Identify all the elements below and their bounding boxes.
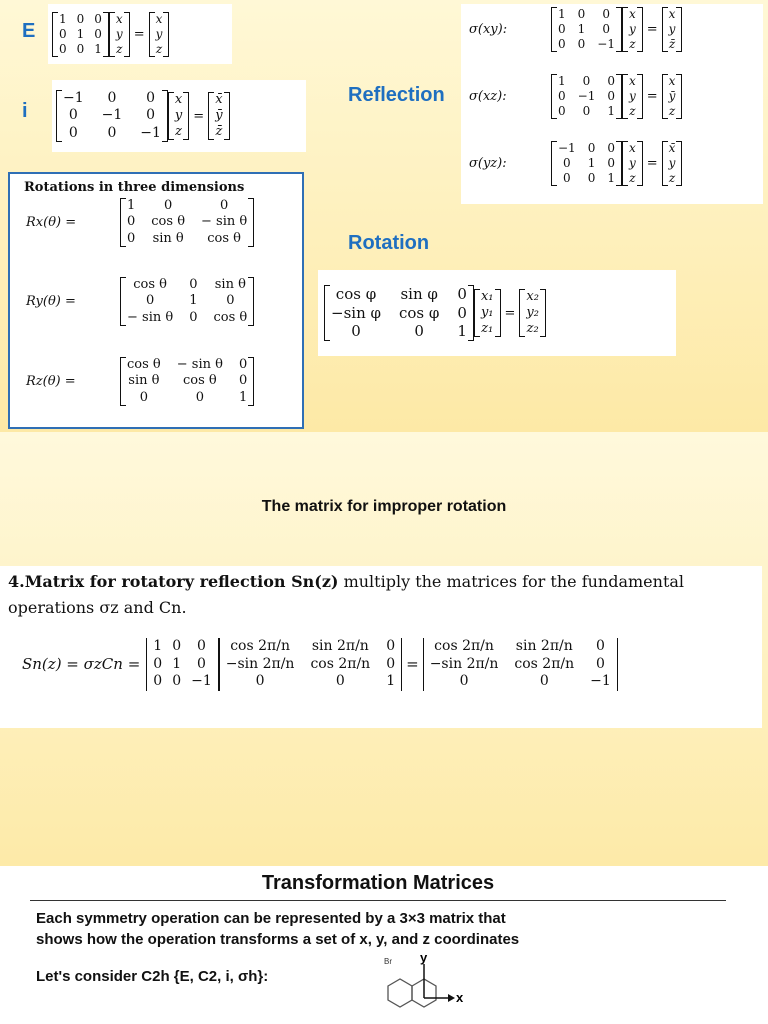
matrix-entry: 0 — [558, 22, 566, 36]
vector-entry: z — [629, 171, 636, 185]
vector-entry: z — [629, 104, 636, 118]
vector-entry: x — [668, 7, 676, 21]
matrix-entry: cos 2π/n — [310, 655, 371, 672]
matrix-entry: 0 — [107, 89, 117, 106]
vector-entry: x̄ — [668, 141, 676, 155]
matrix-entry: −1 — [191, 673, 212, 689]
matrix-entry: sin 2π/n — [515, 638, 573, 654]
vector-entry: z — [116, 41, 123, 56]
matrix-entry: cos 2π/n — [230, 638, 290, 654]
matrix-entry: 0 — [582, 74, 591, 88]
matrix-entry: 0 — [459, 673, 469, 689]
matrix-entry: 0 — [153, 673, 163, 689]
molecule-diagram — [368, 952, 468, 1024]
matrix-entry: 0 — [127, 214, 136, 230]
matrix-entry: −1 — [101, 107, 123, 124]
matrix-entry: 0 — [602, 7, 610, 21]
vector-entry: z₂ — [526, 321, 539, 337]
improper-rotation-caption: The matrix for improper rotation — [261, 498, 507, 515]
rotatory-heading: 4.Matrix for rotatory reflection Sn(z) multiply the matrices for the fundamental — [8, 572, 685, 591]
matrix-entry: − sin θ — [176, 357, 223, 372]
sn-matrix — [423, 638, 618, 691]
matrix-entry: 0 — [539, 673, 549, 689]
matrix-entry: 0 — [146, 107, 156, 124]
matrix-entry: −sin 2π/n — [429, 655, 499, 672]
matrix-entry: sin θ — [128, 373, 160, 389]
matrix-entry: 0 — [76, 41, 85, 56]
vector-entry: z — [668, 104, 676, 118]
matrix-entry: 1 — [558, 7, 566, 21]
matrix-entry: cos θ — [207, 230, 241, 246]
cn-matrix — [219, 638, 402, 691]
matrix-entry: 0 — [164, 198, 173, 213]
vector-entry: x₂ — [526, 288, 539, 304]
rotatory-reflection-panel — [0, 566, 762, 728]
vector-entry: y — [155, 26, 163, 41]
matrix-entry: 1 — [127, 198, 136, 213]
matrix-entry: 0 — [68, 124, 78, 141]
matrix-entry: 0 — [457, 284, 467, 303]
matrix-entry: 0 — [59, 26, 67, 41]
matrix-entry: 0 — [255, 673, 265, 689]
matrix-entry: 0 — [107, 124, 117, 141]
vector-entry: y — [115, 26, 123, 41]
matrix-entry: 0 — [558, 37, 566, 51]
matrix-entry: 0 — [577, 37, 586, 51]
matrix-entry: − sin θ — [127, 309, 174, 325]
matrix-entry: sin φ — [400, 284, 438, 303]
matrix-entry: 0 — [127, 230, 136, 246]
sigma-xy-matrix — [551, 7, 622, 52]
transformation-description: Each symmetry operation can be represented by a 3×3 matrix that shows how the operation transforms a set of x, y, and z coordinates — [36, 910, 520, 948]
rotation-z-equation: Rz(θ) = cos θ − sin θ 0 sin θ cos θ 0 0 0 1 — [22, 357, 254, 406]
matrix-entry: 0 — [219, 198, 229, 213]
c2h-consider-text: Let's consider C2h {E, C2, i, σh}: — [36, 968, 269, 985]
matrix-entry: 0 — [196, 638, 206, 654]
vector-entry: z̄ — [668, 37, 676, 51]
matrix-entry: 0 — [145, 293, 155, 309]
svg-text:y: y — [420, 952, 428, 965]
vector-entry: x — [628, 141, 636, 155]
rotation-y-matrix — [120, 277, 254, 326]
matrix-entry: 1 — [189, 293, 198, 309]
matrix-entry: 0 — [146, 89, 156, 106]
matrix-entry: 0 — [94, 26, 102, 41]
matrix-entry: −1 — [558, 141, 576, 155]
rotation-x-matrix — [120, 198, 254, 247]
matrix-entry: 1 — [558, 74, 566, 88]
matrix-entry: −1 — [597, 37, 615, 51]
vector-entry: ȳ — [215, 107, 223, 123]
matrix-entry: 1 — [172, 655, 182, 672]
matrix-entry: 0 — [386, 655, 396, 672]
matrix-entry: 0 — [558, 89, 566, 103]
matrix-entry: cos θ — [127, 357, 161, 372]
matrix-entry: 1 — [607, 171, 615, 185]
rotations-3d-panel — [8, 172, 304, 429]
label-rotation: Rotation — [348, 232, 430, 254]
matrix-entry: 0 — [558, 104, 566, 118]
matrix-entry: 0 — [59, 41, 67, 56]
input-vector — [474, 289, 501, 338]
vector-entry: ȳ — [668, 89, 676, 103]
vector-entry: x̄ — [215, 91, 223, 107]
matrix-entry: 0 — [172, 638, 182, 654]
input-vector — [109, 12, 130, 57]
matrix-entry: cos θ — [213, 309, 248, 325]
transformation-matrices-slide — [30, 866, 726, 1024]
matrix-entry: − sin θ — [201, 214, 248, 230]
vector-entry: z — [668, 171, 676, 185]
matrix-entry: 0 — [607, 74, 615, 88]
inversion-matrix — [56, 90, 168, 143]
matrix-entry: cos θ — [133, 277, 167, 292]
matrix-entry: 0 — [602, 22, 610, 36]
matrix-entry: 0 — [563, 156, 571, 170]
matrix-entry: −1 — [140, 124, 161, 141]
rotatory-heading-line2: operations σz and Cn. — [8, 598, 187, 617]
matrix-entry: 0 — [351, 322, 361, 341]
matrix-entry: cos θ — [182, 373, 217, 389]
output-vector — [662, 7, 683, 52]
svg-text:Br: Br — [384, 957, 392, 966]
label-inversion: i — [22, 100, 28, 122]
inversion-equation: −1 0 0 0 −1 0 0 0 −1 x y z = x̄ ȳ z̄ — [52, 80, 306, 152]
matrix-entry: 0 — [238, 373, 248, 389]
rotations-3d-title: Rotations in three dimensions — [24, 180, 245, 195]
matrix-entry: 0 — [596, 655, 605, 672]
matrix-entry: cos φ — [399, 303, 440, 322]
sigma-z-matrix — [146, 638, 218, 691]
matrix-entry: 0 — [238, 357, 248, 372]
matrix-entry: 1 — [238, 389, 248, 405]
rotation-x-equation: Rx(θ) = 1 0 0 0 cos θ − sin θ 0 sin θ cos θ — [22, 198, 254, 247]
rotation-z-matrix — [120, 357, 254, 406]
matrix-entry: sin 2π/n — [311, 638, 369, 654]
svg-text:x: x — [456, 990, 464, 1005]
matrix-entry: 0 — [582, 104, 591, 118]
matrix-entry: 0 — [596, 638, 605, 654]
matrix-entry: 1 — [587, 156, 596, 170]
sigma-yz-matrix — [551, 141, 622, 186]
reflection-yz: σ(yz): −1 0 0 0 1 0 0 0 1 x y z = x̄ y z — [465, 141, 682, 186]
matrix-entry: 0 — [68, 107, 78, 124]
matrix-entry: 0 — [195, 389, 204, 405]
matrix-entry: 0 — [386, 638, 396, 654]
matrix-entry: 0 — [414, 322, 424, 341]
matrix-entry: 0 — [76, 11, 85, 26]
matrix-entry: sin θ — [214, 277, 246, 292]
vector-entry: z₁ — [481, 321, 494, 337]
reflection-xz: σ(xz): 1 0 0 0 −1 0 0 0 1 x y z = x ȳ z — [465, 74, 682, 119]
matrix-entry: 0 — [607, 89, 615, 103]
title-divider — [30, 900, 726, 901]
identity-matrix — [52, 12, 109, 57]
rotation-matrix — [324, 285, 474, 341]
vector-entry: x — [155, 11, 163, 26]
matrix-entry: 0 — [335, 673, 345, 689]
output-vector — [519, 289, 546, 338]
matrix-entry: 0 — [457, 303, 467, 322]
matrix-entry: cos θ — [151, 214, 186, 230]
output-vector — [149, 12, 170, 57]
vector-entry: x — [174, 91, 183, 107]
matrix-entry: 1 — [607, 104, 615, 118]
matrix-entry: 0 — [563, 171, 571, 185]
matrix-entry: 0 — [607, 141, 615, 155]
matrix-entry: sin θ — [152, 230, 184, 246]
input-vector — [168, 92, 189, 141]
output-vector — [662, 74, 683, 119]
matrix-entry: 1 — [457, 322, 467, 341]
vector-entry: y — [628, 156, 636, 170]
inverted-vector — [208, 92, 229, 141]
vector-entry: x — [628, 7, 636, 21]
matrix-entry: 1 — [76, 26, 85, 41]
output-vector — [662, 141, 683, 186]
matrix-entry: 1 — [94, 41, 102, 56]
matrix-entry: 0 — [139, 389, 149, 405]
vector-entry: y₂ — [526, 304, 539, 320]
matrix-entry: 0 — [587, 171, 596, 185]
matrix-entry: −1 — [590, 673, 611, 689]
label-identity: E — [22, 20, 36, 42]
matrix-entry: 1 — [153, 638, 163, 654]
matrix-entry: cos 2π/n — [514, 655, 575, 672]
reflection-panel — [461, 4, 763, 204]
label-reflection: Reflection — [348, 84, 445, 106]
matrix-entry: 0 — [153, 655, 163, 672]
vector-entry: y — [668, 156, 676, 170]
matrix-entry: 0 — [226, 293, 235, 309]
input-vector — [622, 141, 643, 186]
rotation-equation: cos φ sin φ 0 −sin φ cos φ 0 0 0 1 x₁ y₁ z₁ = x₂ y₂ z₂ — [318, 270, 676, 356]
vector-entry: x — [115, 11, 123, 26]
vector-entry: x — [628, 74, 636, 88]
matrix-entry: −sin φ — [331, 303, 381, 322]
vector-entry: z — [175, 124, 183, 140]
matrix-entry: 0 — [577, 7, 586, 21]
input-vector — [622, 74, 643, 119]
vector-entry: y — [628, 89, 636, 103]
input-vector — [622, 7, 643, 52]
matrix-entry: 0 — [172, 673, 182, 689]
vector-entry: y₁ — [480, 304, 494, 320]
vector-entry: y — [628, 22, 636, 36]
vector-entry: x₁ — [480, 288, 494, 304]
reflection-xy: σ(xy): 1 0 0 0 1 0 0 0 −1 x y z = x y z̄ — [465, 7, 682, 52]
matrix-entry: 1 — [577, 22, 586, 36]
sigma-xz-matrix — [551, 74, 622, 119]
matrix-entry: 1 — [59, 11, 67, 26]
rotatory-equation: Sn(z) = σzCn = 1 0 0 0 1 0 0 0 −1 cos 2π/n sin 2π/n 0 −sin 2π/n cos 2π/n 0 0 0 1 = cos 2π/n sin 2π/n 0 −sin 2π/n cos 2π/n 0 0 0 −1 — [18, 638, 618, 691]
matrix-entry: 1 — [386, 673, 396, 689]
vector-entry: y — [668, 22, 676, 36]
matrix-entry: −1 — [577, 89, 596, 103]
identity-equation: 1 0 0 0 1 0 0 0 1 x y z = x y z — [48, 4, 232, 64]
vector-entry: y — [174, 107, 183, 123]
matrix-entry: 0 — [94, 11, 102, 26]
matrix-entry: −sin 2π/n — [225, 655, 295, 672]
vector-entry: z̄ — [215, 124, 223, 140]
vector-entry: x — [668, 74, 676, 88]
matrix-entry: −1 — [63, 89, 84, 106]
vector-entry: z — [629, 37, 636, 51]
matrix-entry: 0 — [196, 655, 206, 672]
matrix-entry: 0 — [607, 156, 615, 170]
matrix-entry: cos 2π/n — [434, 638, 494, 654]
vector-entry: z — [155, 41, 163, 56]
transformation-title: Transformation Matrices — [261, 872, 495, 894]
rotation-y-equation: Ry(θ) = cos θ 0 sin θ 0 1 0 − sin θ 0 cos θ — [22, 277, 254, 326]
matrix-entry: 0 — [189, 277, 198, 292]
matrix-entry: 0 — [587, 141, 596, 155]
matrix-entry: 0 — [189, 309, 198, 325]
matrix-entry: cos φ — [335, 284, 377, 303]
